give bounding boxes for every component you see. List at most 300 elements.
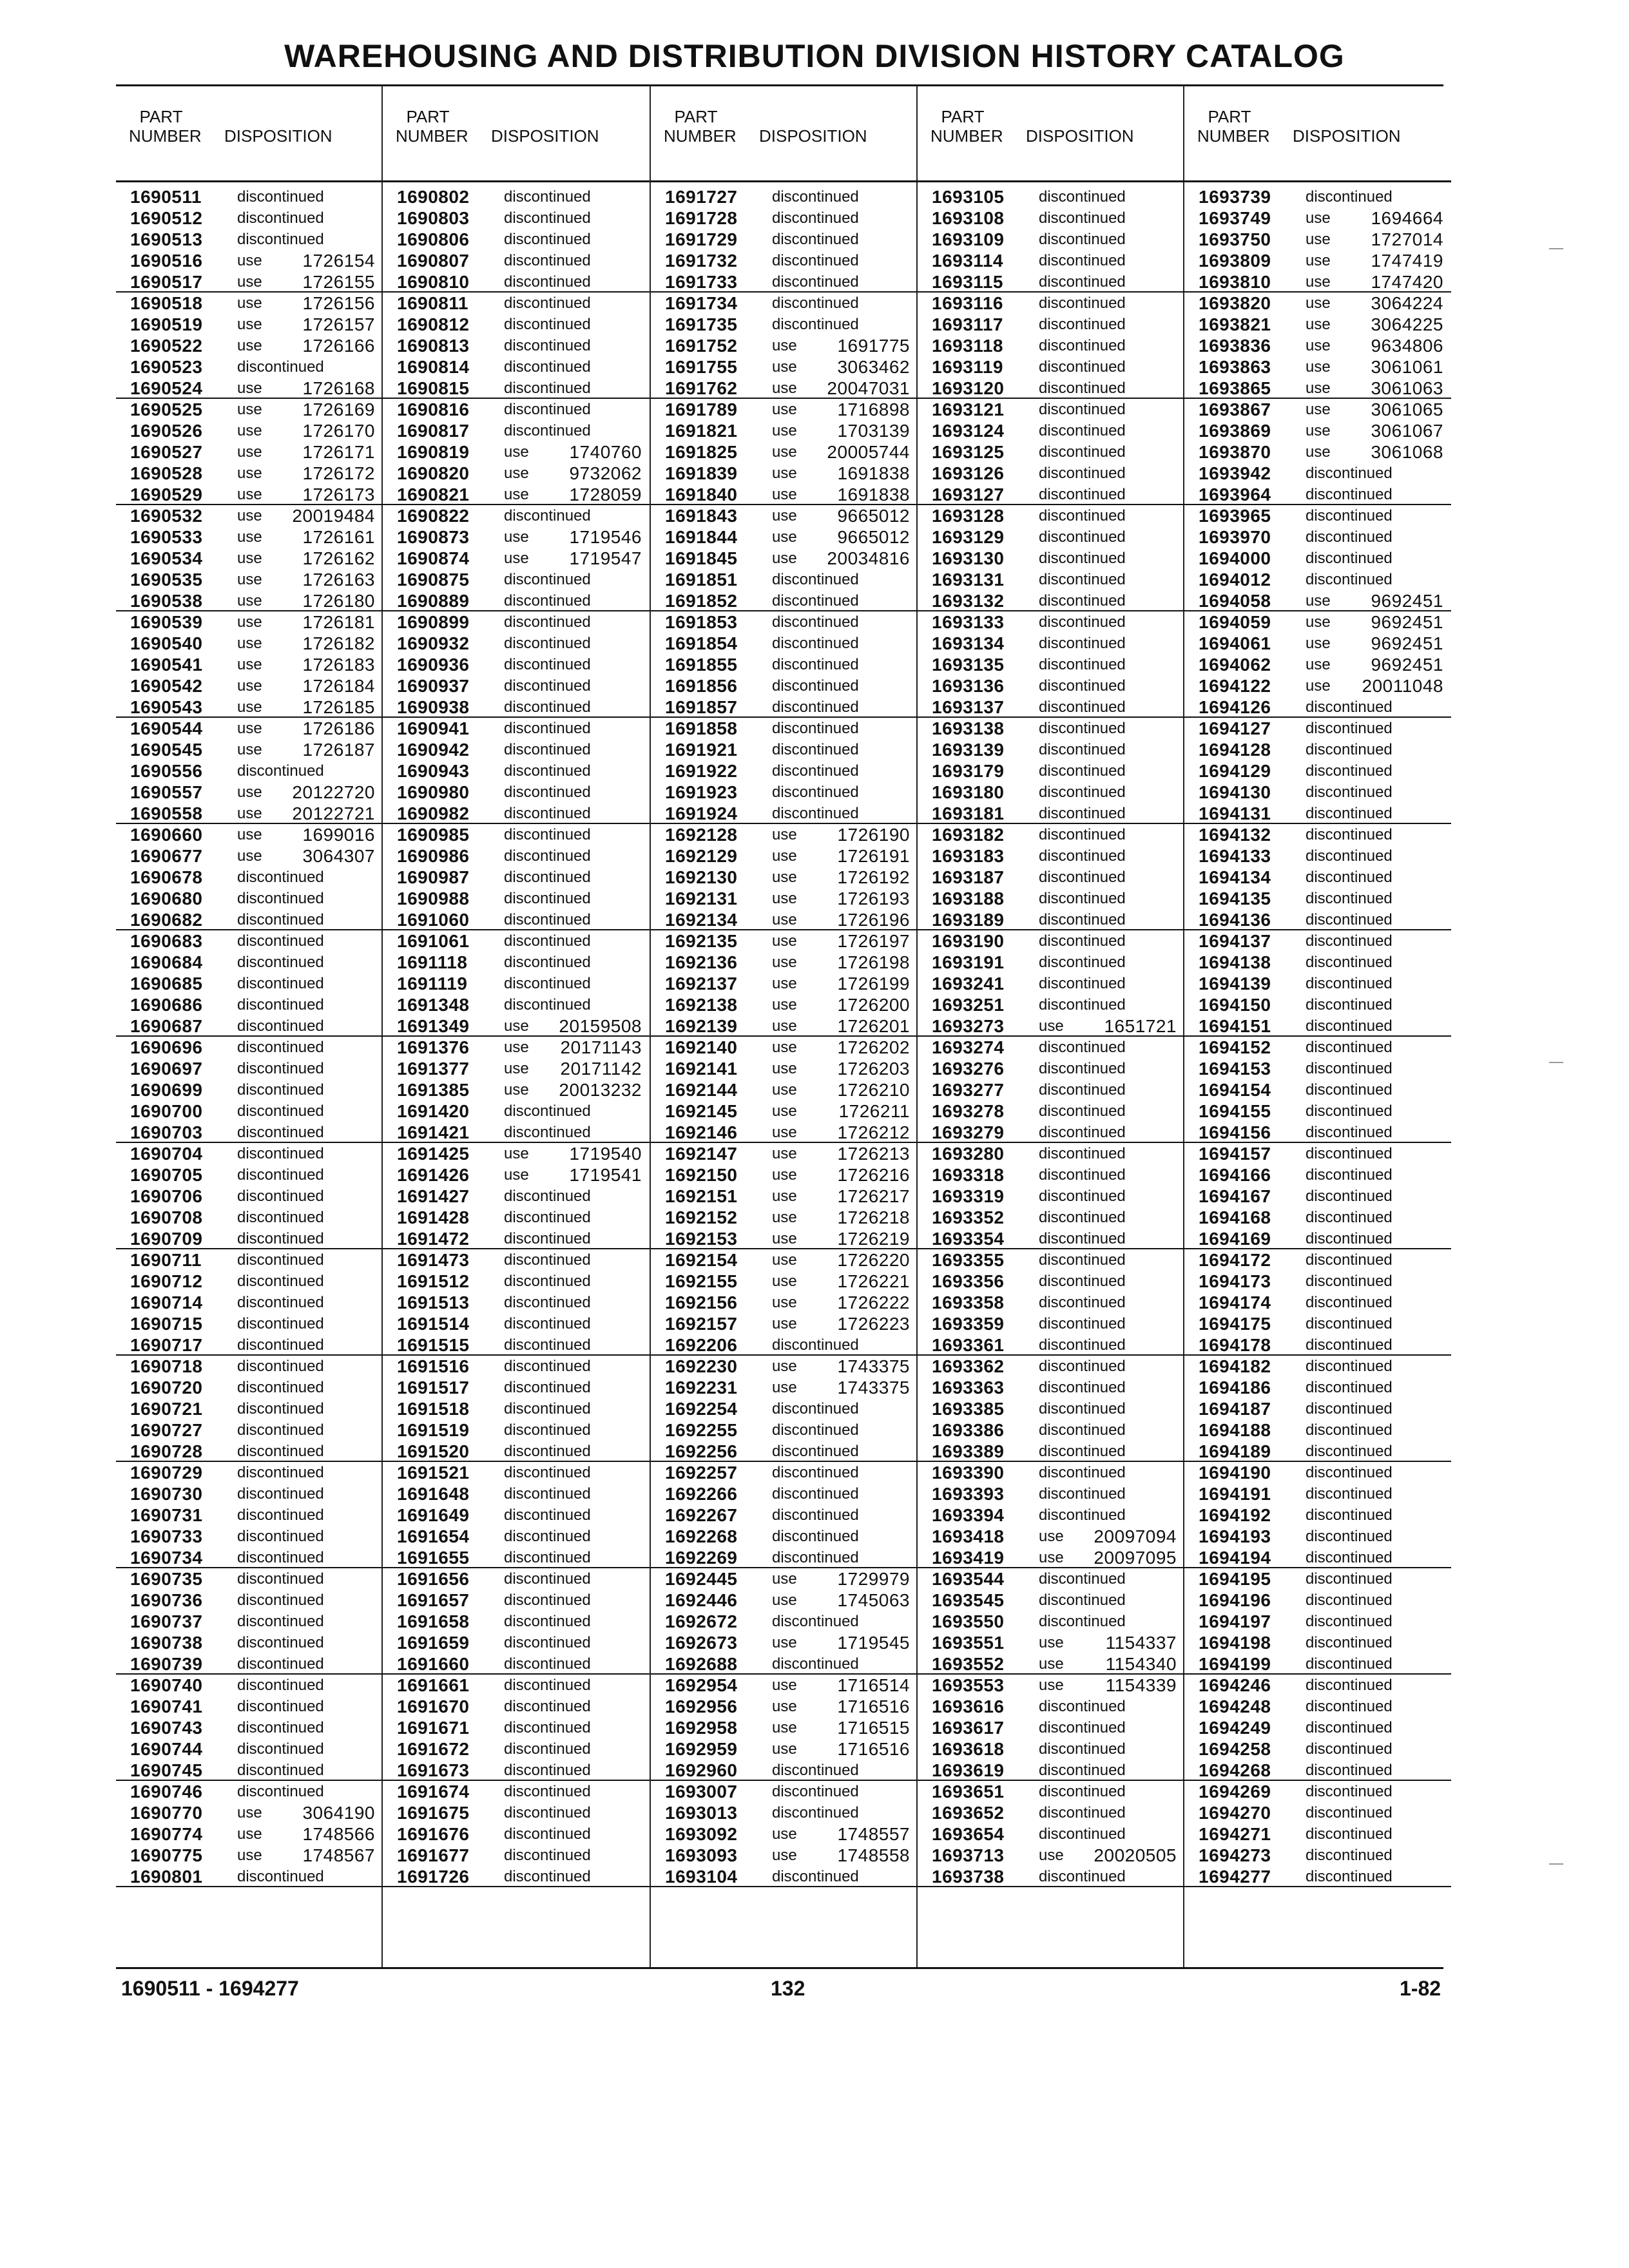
part-number: 1694012 [1199, 570, 1271, 590]
table-row [651, 1249, 918, 1271]
part-number: 1694129 [1199, 761, 1271, 781]
disposition: use [1306, 677, 1331, 695]
table-row [651, 760, 918, 782]
part-number: 1690525 [130, 399, 203, 419]
table-row [918, 1504, 1184, 1526]
disposition: use [504, 528, 529, 546]
disposition: discontinued [237, 1677, 324, 1694]
table-row [651, 1717, 918, 1738]
replacement-part-number: 1726192 [837, 867, 910, 887]
table-row [116, 463, 383, 484]
disposition: discontinued [1039, 1421, 1126, 1439]
table-row [1184, 1207, 1451, 1228]
part-number: 1694058 [1199, 591, 1271, 611]
part-number: 1691518 [397, 1399, 470, 1419]
replacement-part-number: 3061063 [1371, 378, 1443, 398]
table-row [116, 994, 383, 1015]
disposition: discontinued [772, 635, 859, 652]
table-row [651, 1015, 918, 1037]
table-row [1184, 314, 1451, 335]
table-row [918, 1760, 1184, 1781]
disposition: use [237, 1825, 262, 1843]
disposition: discontinued [237, 1421, 324, 1439]
disposition: discontinued [1306, 1187, 1393, 1205]
part-number: 1693119 [932, 357, 1003, 377]
table-row [1184, 1760, 1451, 1781]
replacement-part-number: 1748566 [302, 1824, 375, 1844]
disposition: discontinued [504, 1230, 591, 1247]
part-number: 1694188 [1199, 1420, 1271, 1440]
part-number: 1690803 [397, 208, 470, 228]
disposition: use [504, 1081, 529, 1099]
table-row [651, 1611, 918, 1632]
disposition: discontinued [1039, 465, 1126, 482]
table-row [918, 1845, 1184, 1866]
replacement-part-number: 1726198 [837, 952, 910, 972]
table-row [1184, 1526, 1451, 1547]
part-number: 1690522 [130, 336, 203, 356]
replacement-part-number: 3061065 [1371, 399, 1443, 419]
table-row [918, 378, 1184, 399]
table-row [651, 1781, 918, 1802]
part-number: 1690744 [130, 1739, 203, 1759]
replacement-part-number: 1726186 [302, 718, 375, 738]
disposition: use [1306, 273, 1331, 291]
part-number: 1690706 [130, 1186, 203, 1206]
header-part-label: PART [406, 107, 450, 126]
table-row [651, 1419, 918, 1441]
part-number: 1693385 [932, 1399, 1005, 1419]
table-row [918, 463, 1184, 484]
disposition: discontinued [237, 1039, 324, 1056]
disposition: discontinued [1039, 1762, 1126, 1779]
part-number: 1691735 [665, 314, 738, 334]
table-row [651, 186, 918, 207]
part-number: 1694198 [1199, 1633, 1271, 1653]
disposition: discontinued [504, 1613, 591, 1630]
disposition: discontinued [1039, 188, 1126, 206]
header-part-label: PART [139, 107, 183, 126]
table-row [651, 1738, 918, 1760]
disposition: discontinued [1306, 1166, 1393, 1184]
part-number: 1693280 [932, 1144, 1005, 1164]
part-number: 1691672 [397, 1739, 470, 1759]
table-row [383, 633, 650, 654]
table-row [116, 314, 383, 335]
header-number-label: NUMBER [129, 126, 202, 146]
part-number: 1693183 [932, 846, 1005, 866]
part-number: 1692269 [665, 1548, 738, 1568]
table-row [116, 675, 383, 697]
table-row [1184, 207, 1451, 229]
disposition: discontinued [504, 337, 591, 354]
replacement-part-number: 1726199 [837, 974, 910, 994]
replacement-part-number: 1748558 [837, 1845, 910, 1865]
table-row [651, 1292, 918, 1313]
table-row [918, 718, 1184, 739]
disposition: use [237, 635, 262, 652]
disposition: discontinued [237, 231, 324, 248]
disposition: discontinued [504, 1485, 591, 1503]
table-row [651, 335, 918, 356]
table-row [651, 888, 918, 909]
disposition: discontinued [237, 1506, 324, 1524]
part-number: 1690982 [397, 803, 470, 823]
table-row [651, 1568, 918, 1590]
table-row [383, 1717, 650, 1738]
table-row [1184, 1015, 1451, 1037]
table-row [651, 930, 918, 952]
part-number: 1694271 [1199, 1824, 1271, 1844]
part-number: 1694059 [1199, 612, 1271, 632]
table-row [651, 1356, 918, 1377]
part-number: 1690683 [130, 931, 203, 951]
disposition: discontinued [504, 1698, 591, 1715]
part-number: 1693182 [932, 825, 1005, 845]
disposition: use [772, 1315, 797, 1332]
disposition: use [772, 1294, 797, 1311]
part-number: 1690728 [130, 1441, 203, 1461]
part-number: 1690678 [130, 867, 203, 887]
part-number: 1690533 [130, 527, 203, 547]
part-number: 1691674 [397, 1782, 470, 1802]
page-title: WAREHOUSING AND DISTRIBUTION DIVISION HISTORY CATALOG [284, 38, 1345, 74]
disposition: discontinued [237, 954, 324, 971]
disposition: use [772, 358, 797, 376]
table-row [918, 1334, 1184, 1356]
replacement-part-number: 1729979 [837, 1569, 910, 1589]
disposition: discontinued [1039, 592, 1126, 610]
table-row [383, 952, 650, 973]
disposition: discontinued [504, 954, 591, 971]
replacement-part-number: 1726172 [302, 463, 375, 483]
replacement-part-number: 1726191 [837, 846, 910, 866]
replacement-part-number: 1726166 [302, 336, 375, 356]
disposition: discontinued [1039, 1804, 1126, 1821]
table-row [651, 1271, 918, 1292]
disposition: discontinued [1306, 1017, 1393, 1035]
disposition: discontinued [1039, 1060, 1126, 1077]
table-row [1184, 1441, 1451, 1462]
replacement-part-number: 1726185 [302, 697, 375, 717]
part-number: 1694270 [1199, 1803, 1271, 1823]
disposition: use [1306, 252, 1331, 269]
part-number: 1693127 [932, 485, 1005, 505]
disposition: discontinued [504, 826, 591, 843]
part-number: 1694128 [1199, 740, 1271, 760]
table-row [918, 1802, 1184, 1823]
disposition: use [772, 1740, 797, 1758]
part-number: 1693137 [932, 697, 1005, 717]
disposition: discontinued [1039, 1464, 1126, 1481]
disposition: use [1306, 209, 1331, 227]
table-row [918, 888, 1184, 909]
replacement-part-number: 20013232 [559, 1080, 642, 1100]
part-number: 1690528 [130, 463, 203, 483]
disposition: discontinued [504, 783, 591, 801]
disposition: use [772, 1698, 797, 1715]
replacement-part-number: 3061061 [1371, 357, 1443, 377]
disposition: use [1306, 316, 1331, 333]
part-number: 1692960 [665, 1760, 738, 1780]
part-number: 1694192 [1199, 1505, 1271, 1525]
disposition: use [772, 1273, 797, 1290]
disposition: discontinued [772, 252, 859, 269]
replacement-part-number: 1726183 [302, 655, 375, 675]
part-number: 1693117 [932, 314, 1003, 334]
part-number: 1690816 [397, 399, 470, 419]
disposition: use [772, 443, 797, 461]
table-row [116, 1738, 383, 1760]
disposition: discontinued [504, 1677, 591, 1694]
footer-page-number: 132 [771, 1977, 805, 2000]
disposition: discontinued [237, 1485, 324, 1503]
table-row [918, 1079, 1184, 1100]
part-number: 1694195 [1199, 1569, 1271, 1589]
part-number: 1691844 [665, 527, 738, 547]
table-row [918, 1143, 1184, 1164]
part-number: 1693617 [932, 1718, 1005, 1738]
table-row [918, 803, 1184, 824]
part-number: 1693836 [1199, 336, 1271, 356]
disposition: discontinued [1039, 869, 1126, 886]
replacement-part-number: 1154340 [1105, 1654, 1177, 1674]
table-row [116, 1823, 383, 1845]
table-row [651, 1313, 918, 1334]
table-row [918, 526, 1184, 548]
table-row [918, 1696, 1184, 1717]
disposition: use [772, 337, 797, 354]
replacement-part-number: 1726154 [302, 251, 375, 271]
part-number: 1691854 [665, 633, 738, 653]
part-number: 1690899 [397, 612, 470, 632]
part-number: 1694268 [1199, 1760, 1271, 1780]
part-number: 1693130 [932, 548, 1005, 568]
table-row [116, 1228, 383, 1249]
disposition: discontinued [237, 1740, 324, 1758]
disposition: discontinued [772, 1655, 859, 1673]
part-number: 1693616 [932, 1696, 1005, 1716]
disposition: discontinued [1306, 783, 1393, 801]
part-number: 1691675 [397, 1803, 470, 1823]
disposition: discontinued [1039, 337, 1126, 354]
part-number: 1693870 [1199, 442, 1271, 462]
table-row [383, 293, 650, 314]
part-number: 1694126 [1199, 697, 1271, 717]
footer-range: 1690511 - 1694277 [121, 1977, 299, 2000]
table-row [116, 888, 383, 909]
disposition: discontinued [1306, 847, 1393, 865]
footer-section: 1-82 [1400, 1977, 1441, 2000]
table-row [1184, 1845, 1451, 1866]
part-number: 1690677 [130, 846, 203, 866]
table-row [918, 1547, 1184, 1568]
part-number: 1691659 [397, 1633, 470, 1653]
disposition: use [1039, 1528, 1064, 1545]
part-number: 1691734 [665, 293, 738, 313]
table-row [116, 548, 383, 569]
disposition: use [1306, 294, 1331, 312]
replacement-part-number: 9692451 [1371, 633, 1443, 653]
table-row [383, 1207, 650, 1228]
part-number: 1694135 [1199, 889, 1271, 908]
disposition: discontinued [1039, 783, 1126, 801]
disposition: discontinued [1039, 1230, 1126, 1247]
disposition: use [772, 486, 797, 503]
table-row [651, 1334, 918, 1356]
table-row [918, 1271, 1184, 1292]
part-number: 1691515 [397, 1335, 470, 1355]
part-number: 1694138 [1199, 952, 1271, 972]
part-number: 1690739 [130, 1654, 203, 1674]
table-row [651, 463, 918, 484]
table-row [651, 590, 918, 611]
replacement-part-number: 1726200 [837, 995, 910, 1015]
table-row [383, 1015, 650, 1037]
part-number: 1694178 [1199, 1335, 1271, 1355]
part-number: 1693964 [1199, 485, 1271, 505]
disposition: use [772, 932, 797, 950]
part-number: 1693355 [932, 1250, 1005, 1270]
disposition: discontinued [504, 1124, 591, 1141]
disposition: discontinued [1039, 741, 1126, 758]
replacement-part-number: 9665012 [837, 527, 910, 547]
replacement-part-number: 1728059 [569, 485, 642, 505]
part-number: 1693278 [932, 1101, 1005, 1121]
table-row [116, 1462, 383, 1483]
table-row [383, 1653, 650, 1675]
disposition: discontinued [1039, 1358, 1126, 1375]
table-row [383, 207, 650, 229]
part-number: 1691789 [665, 399, 738, 419]
disposition: discontinued [504, 188, 591, 206]
part-number: 1693108 [932, 208, 1005, 228]
table-row [651, 1143, 918, 1164]
disposition: use [772, 996, 797, 1014]
table-row [1184, 803, 1451, 824]
disposition: discontinued [504, 911, 591, 928]
table-row [383, 526, 650, 548]
part-number: 1692958 [665, 1718, 738, 1738]
part-number: 1691118 [397, 952, 468, 972]
part-number: 1691733 [665, 272, 738, 292]
disposition: use [504, 1166, 529, 1184]
disposition: discontinued [1306, 571, 1393, 588]
replacement-part-number: 1726218 [837, 1207, 910, 1227]
part-number: 1694194 [1199, 1548, 1271, 1568]
part-number: 1693318 [932, 1165, 1005, 1185]
part-number: 1694249 [1199, 1718, 1271, 1738]
table-row [651, 994, 918, 1015]
disposition: discontinued [504, 1421, 591, 1439]
table-row [383, 314, 650, 335]
table-row [116, 1781, 383, 1802]
disposition: discontinued [504, 1294, 591, 1311]
disposition: discontinued [504, 1804, 591, 1821]
part-number: 1690819 [397, 442, 470, 462]
replacement-part-number: 1694664 [1371, 208, 1443, 228]
header-part-label: PART [1208, 107, 1251, 126]
disposition: use [237, 507, 262, 524]
table-row [383, 484, 650, 505]
part-number: 1690556 [130, 761, 203, 781]
table-row [1184, 1164, 1451, 1186]
replacement-part-number: 1154339 [1105, 1675, 1177, 1695]
part-number: 1690539 [130, 612, 203, 632]
disposition: discontinued [504, 1102, 591, 1120]
disposition: discontinued [772, 741, 859, 758]
part-number: 1692152 [665, 1207, 738, 1227]
disposition: use [237, 337, 262, 354]
table-row [116, 1483, 383, 1504]
disposition: discontinued [772, 805, 859, 822]
table-row [918, 1568, 1184, 1590]
table-row [383, 1441, 650, 1462]
replacement-part-number: 9692451 [1371, 591, 1443, 611]
disposition: discontinued [237, 1464, 324, 1481]
disposition: discontinued [237, 1230, 324, 1247]
part-number: 1692130 [665, 867, 738, 887]
table-row [383, 1504, 650, 1526]
table-row [383, 1738, 650, 1760]
disposition: use [772, 465, 797, 482]
part-number: 1691676 [397, 1824, 470, 1844]
part-number: 1690697 [130, 1059, 203, 1079]
part-number: 1690699 [130, 1080, 203, 1100]
replacement-part-number: 20122721 [292, 803, 375, 823]
part-number: 1690544 [130, 718, 203, 738]
disposition: discontinued [504, 1251, 591, 1269]
disposition: discontinued [237, 932, 324, 950]
part-number: 1692136 [665, 952, 738, 972]
table-row [918, 1675, 1184, 1696]
disposition: use [772, 911, 797, 928]
part-number: 1691656 [397, 1569, 470, 1589]
disposition: discontinued [772, 1421, 859, 1439]
disposition: discontinued [237, 1166, 324, 1184]
part-number: 1692257 [665, 1463, 738, 1483]
disposition: use [772, 528, 797, 546]
part-number: 1691673 [397, 1760, 470, 1780]
disposition: discontinued [1306, 996, 1393, 1014]
part-number: 1694132 [1199, 825, 1271, 845]
part-number: 1693187 [932, 867, 1005, 887]
replacement-part-number: 1719545 [837, 1633, 910, 1653]
disposition: discontinued [1306, 1102, 1393, 1120]
replacement-part-number: 1726203 [837, 1059, 910, 1079]
table-row [651, 1632, 918, 1653]
disposition: discontinued [772, 294, 859, 312]
table-row [651, 1675, 918, 1696]
disposition: discontinued [1039, 762, 1126, 780]
disposition: discontinued [1039, 273, 1126, 291]
disposition: discontinued [1306, 890, 1393, 907]
disposition: use [237, 486, 262, 503]
table-row [918, 1249, 1184, 1271]
table-row [116, 654, 383, 675]
table-row [116, 1441, 383, 1462]
table-row [1184, 335, 1451, 356]
table-row [116, 207, 383, 229]
disposition: discontinued [1306, 826, 1393, 843]
disposition: use [237, 847, 262, 865]
table-row [116, 952, 383, 973]
part-number: 1694000 [1199, 548, 1271, 568]
part-number: 1691520 [397, 1441, 470, 1461]
disposition: discontinued [504, 1336, 591, 1354]
part-number: 1691512 [397, 1271, 470, 1291]
table-row [1184, 1228, 1451, 1249]
